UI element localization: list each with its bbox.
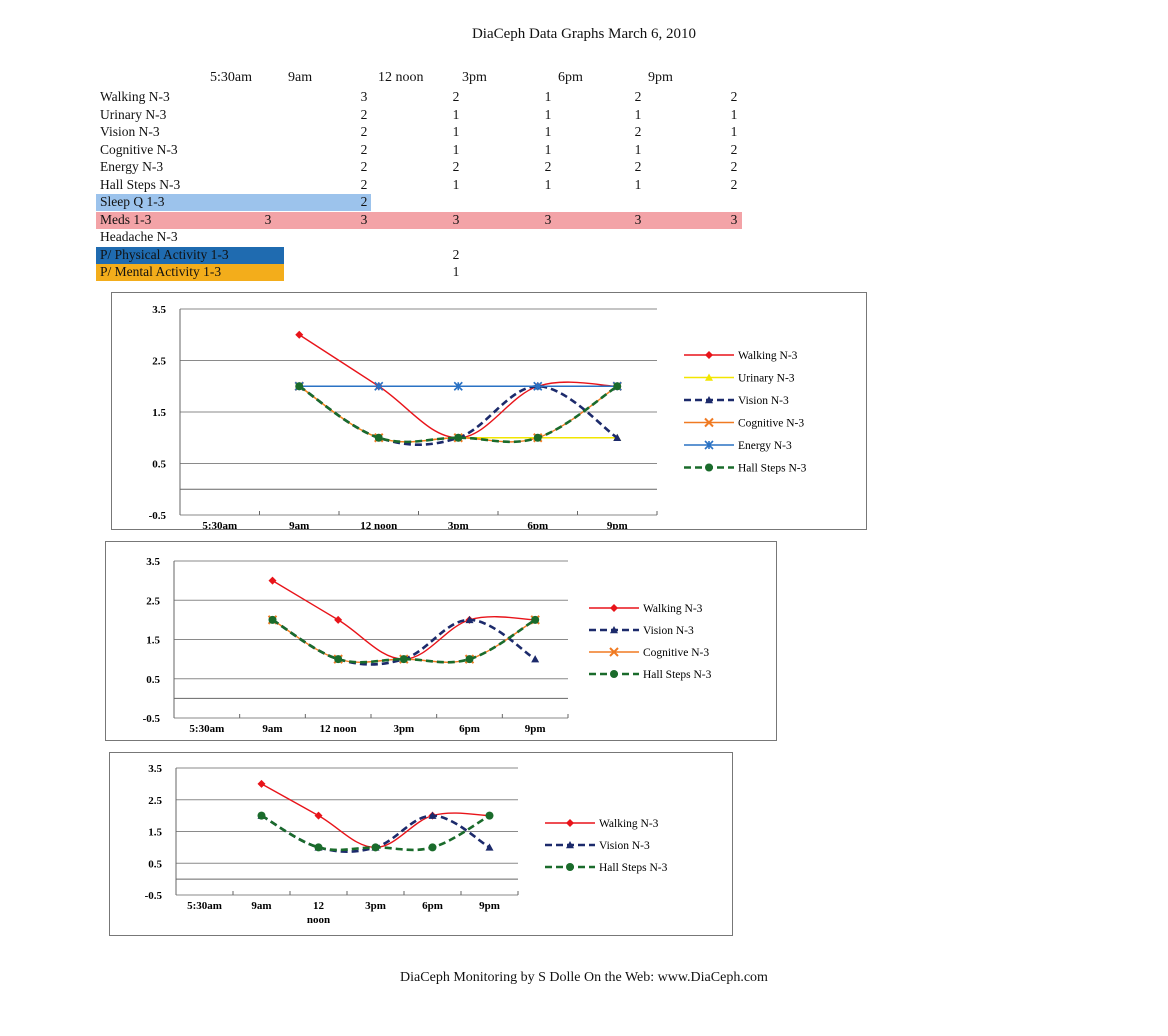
- row-value: 2: [452, 246, 460, 262]
- row-value: 1: [634, 106, 642, 122]
- data-point: [531, 616, 539, 624]
- row-value: 2: [360, 124, 368, 139]
- table-row: [96, 229, 746, 246]
- legend-label: Hall Steps N-3: [643, 669, 712, 681]
- data-point: [372, 843, 380, 851]
- x-tick-label: 9am: [251, 900, 272, 912]
- data-point: [258, 812, 266, 820]
- row-value: 2: [730, 176, 738, 192]
- data-point: [258, 780, 266, 788]
- data-point: [269, 577, 277, 585]
- data-point: [295, 331, 303, 339]
- x-tick-label: 6pm: [527, 520, 549, 529]
- row-label: Urinary N-3: [100, 106, 167, 122]
- series-line: [299, 386, 617, 442]
- table-row: [96, 264, 746, 281]
- row-value: 1: [544, 176, 552, 192]
- chart-svg: [112, 293, 866, 529]
- x-tick-label: 9pm: [479, 900, 500, 912]
- row-value: 1: [634, 176, 642, 192]
- series-line: [299, 386, 617, 442]
- row-value: 2: [634, 124, 642, 139]
- y-tick-label: 1.5: [146, 634, 160, 647]
- row-label: Sleep Q 1-3: [100, 194, 165, 209]
- time-header: 9am: [288, 70, 313, 85]
- y-tick-label: 0.5: [148, 858, 162, 871]
- legend-label: Walking N-3: [738, 350, 798, 362]
- x-tick-label: 9am: [289, 520, 310, 529]
- row-value: 2: [360, 106, 368, 122]
- row-value: 2: [360, 159, 368, 174]
- row-value: 1: [544, 89, 552, 104]
- data-point: [334, 616, 342, 624]
- row-value: 3: [634, 211, 642, 227]
- data-point: [566, 863, 574, 871]
- legend-label: Cognitive N-3: [738, 417, 805, 430]
- row-value: 3: [452, 211, 460, 227]
- x-tick-label: 5:30am: [189, 723, 225, 735]
- chart-svg: [106, 542, 776, 740]
- y-tick-label: 3.5: [146, 556, 160, 568]
- y-tick-label: -0.5: [142, 713, 160, 725]
- data-point: [705, 464, 713, 472]
- row-label: Headache N-3: [100, 229, 178, 244]
- row-highlight: [96, 212, 742, 229]
- data-point: [315, 843, 323, 851]
- row-value: 1: [544, 141, 552, 157]
- data-point: [566, 819, 574, 827]
- row-value: 2: [452, 159, 460, 174]
- chart-three-series: [109, 752, 733, 936]
- row-value: 3: [264, 211, 272, 227]
- legend-label: Cognitive N-3: [643, 647, 710, 659]
- y-tick-label: -0.5: [148, 510, 166, 522]
- row-value: 2: [730, 159, 738, 174]
- row-value: 1: [452, 106, 460, 122]
- data-point: [466, 655, 474, 663]
- y-tick-label: 1.5: [152, 407, 166, 419]
- data-point: [315, 812, 323, 820]
- legend-label: Vision N-3: [738, 395, 789, 407]
- row-label: P/ Physical Activity 1-3: [100, 246, 229, 262]
- legend-label: Energy N-3: [738, 440, 792, 452]
- legend-label: Urinary N-3: [738, 372, 795, 385]
- row-value: 2: [360, 194, 368, 209]
- table-row: [96, 194, 746, 211]
- row-label: Meds 1-3: [100, 211, 152, 227]
- page-title: DiaCeph Data Graphs March 6, 2010: [471, 26, 697, 42]
- x-tick-label: 5:30am: [202, 520, 238, 529]
- x-tick-label: 3pm: [447, 520, 469, 529]
- data-point: [705, 351, 713, 359]
- x-tick-label: 3pm: [393, 723, 415, 735]
- x-tick-label: 9pm: [606, 520, 628, 529]
- x-tick-label: 12 noon: [319, 723, 357, 735]
- legend-label: Vision N-3: [599, 840, 650, 852]
- row-value: 2: [634, 89, 642, 104]
- legend-label: Vision N-3: [643, 625, 694, 637]
- x-tick-label: 9pm: [524, 723, 546, 735]
- table-row: [96, 212, 746, 229]
- row-value: 1: [452, 264, 460, 279]
- y-tick-label: 0.5: [152, 458, 166, 471]
- table-row: [96, 107, 746, 124]
- data-point: [486, 812, 494, 820]
- chart-svg: [110, 753, 732, 935]
- row-label: Cognitive N-3: [100, 141, 178, 157]
- y-tick-label: 1.5: [148, 826, 162, 839]
- row-value: 2: [634, 159, 642, 174]
- row-label: Vision N-3: [100, 124, 160, 139]
- chart-four-series: [105, 541, 777, 741]
- row-value: 1: [452, 124, 460, 139]
- row-value: 3: [360, 89, 368, 104]
- x-tick-label: 12 noon: [360, 520, 398, 529]
- row-value: 2: [452, 89, 460, 104]
- row-value: 2: [360, 141, 368, 157]
- series-energy-n-3: [295, 382, 621, 390]
- row-value: 1: [634, 141, 642, 157]
- row-value: 1: [544, 124, 552, 139]
- table-row: [96, 89, 746, 106]
- data-point: [400, 655, 408, 663]
- row-value: 1: [452, 141, 460, 157]
- y-tick-label: 2.5: [146, 595, 160, 608]
- y-tick-label: 2.5: [148, 794, 162, 807]
- y-tick-label: 0.5: [146, 673, 160, 686]
- data-point: [295, 382, 303, 390]
- row-value: 2: [544, 159, 552, 174]
- data-point: [334, 655, 342, 663]
- legend-label: Hall Steps N-3: [738, 462, 807, 475]
- time-header: 9pm: [648, 70, 673, 85]
- series-walking-n-3: [269, 577, 540, 664]
- series-line: [299, 386, 617, 442]
- page-footer: DiaCeph Monitoring by S Dolle On the Web: www.DiaCeph.com: [400, 970, 768, 985]
- y-tick-label: -0.5: [144, 890, 162, 902]
- row-value: 2: [730, 89, 738, 104]
- row-label: Energy N-3: [100, 159, 164, 174]
- row-value: 2: [730, 141, 738, 157]
- x-tick-label: 5:30am: [187, 900, 222, 912]
- row-label: P/ Mental Activity 1-3: [100, 264, 222, 279]
- data-point: [486, 843, 494, 850]
- row-value: 3: [730, 211, 738, 227]
- series-walking-n-3: [258, 780, 494, 852]
- row-label: Walking N-3: [100, 89, 170, 104]
- data-point: [534, 434, 542, 442]
- data-point: [429, 843, 437, 851]
- data-point: [531, 655, 539, 662]
- table-row: [96, 159, 746, 176]
- legend-label: Hall Steps N-3: [599, 862, 668, 874]
- table-row: [96, 142, 746, 159]
- legend-label: Walking N-3: [599, 818, 659, 830]
- x-tick-label: 6pm: [459, 723, 480, 735]
- row-value: 1: [544, 106, 552, 122]
- table-row: [96, 247, 746, 264]
- y-tick-label: 3.5: [152, 304, 166, 316]
- row-value: 1: [730, 124, 738, 139]
- time-header: 12 noon: [378, 70, 424, 85]
- row-value: 1: [452, 176, 460, 192]
- x-tick-label: noon: [306, 914, 331, 926]
- row-label: Hall Steps N-3: [100, 176, 181, 192]
- x-tick-label: 6pm: [422, 900, 443, 912]
- x-tick-label: 12: [313, 900, 324, 912]
- time-header: 6pm: [558, 70, 583, 85]
- row-value: 2: [360, 176, 368, 192]
- data-point: [610, 670, 618, 678]
- data-point: [269, 616, 277, 624]
- legend-label: Walking N-3: [643, 603, 703, 615]
- table-row: [96, 177, 746, 194]
- row-value: 3: [544, 211, 552, 227]
- chart-all-series: [111, 292, 867, 530]
- row-value: 3: [360, 211, 368, 227]
- data-point: [375, 434, 383, 442]
- time-header: 3pm: [462, 70, 487, 85]
- y-tick-label: 2.5: [152, 355, 166, 368]
- x-tick-label: 9am: [262, 723, 283, 735]
- data-point: [454, 434, 462, 442]
- x-tick-label: 3pm: [365, 900, 386, 912]
- data-table: [0, 0, 1168, 290]
- data-point: [610, 604, 618, 612]
- table-row: [96, 124, 746, 141]
- row-value: 1: [730, 106, 738, 122]
- time-header: 5:30am: [210, 70, 252, 85]
- data-point: [613, 382, 621, 390]
- y-tick-label: 3.5: [148, 763, 162, 775]
